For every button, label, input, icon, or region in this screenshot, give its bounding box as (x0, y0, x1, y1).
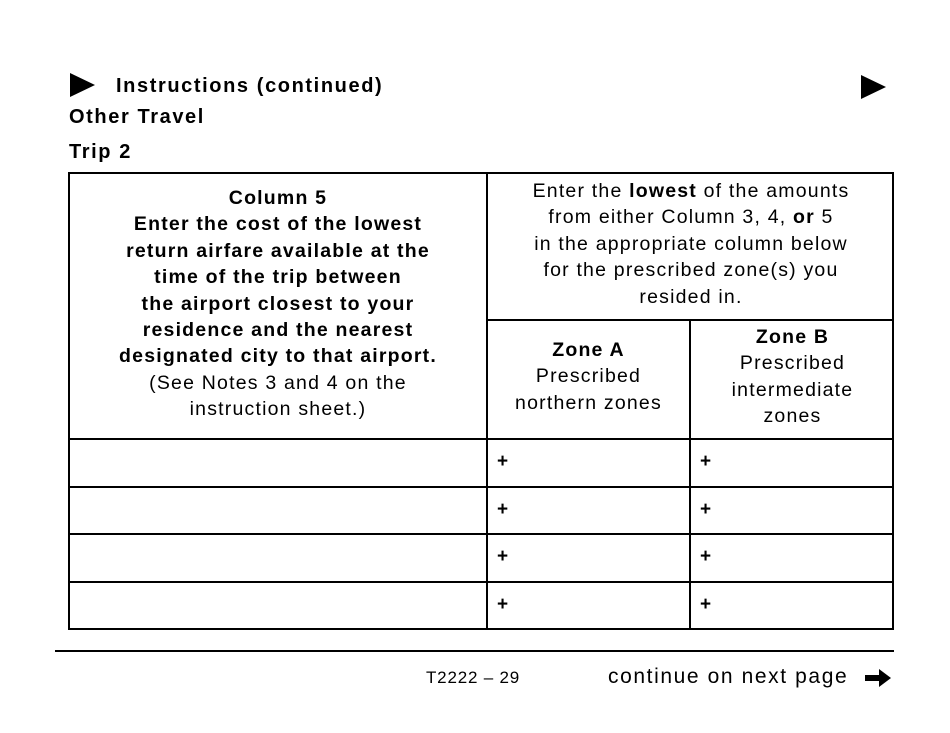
plus-sign: + (700, 498, 712, 520)
plus-sign: + (497, 498, 509, 520)
instruction-line: for the prescribed zone(s) you (543, 259, 839, 282)
triangle-right-icon (70, 73, 95, 97)
text: Enter the (532, 180, 630, 202)
table-row (70, 535, 892, 583)
column5-input[interactable] (70, 583, 488, 631)
table-row (70, 440, 892, 488)
zone-b-desc-line: intermediate (731, 378, 854, 401)
zone-b-header (691, 321, 894, 440)
plus-sign: + (497, 451, 509, 472)
zone-b-desc-line: Prescribed (739, 352, 846, 375)
zone-b-input[interactable] (691, 535, 894, 581)
column5-note-line: instruction sheet.) (189, 398, 367, 421)
section-title: Other Travel (69, 106, 205, 128)
column5-header (70, 174, 488, 440)
lowest-amount-instruction (488, 174, 894, 321)
column5-text-line: return airfare available at the (126, 239, 430, 262)
instruction-line (488, 204, 894, 230)
column5-text-line: time of the trip between (154, 266, 402, 289)
zone-b-input[interactable] (691, 583, 894, 631)
column5-text-line: designated city to that airport. (119, 345, 437, 368)
emphasis-text: or (793, 206, 815, 229)
column5-text-line: Enter the cost of the lowest (133, 213, 423, 236)
zone-a-desc-line: northern zones (515, 391, 662, 414)
trip-table (68, 172, 894, 630)
column5-note-line: (See Notes 3 and 4 on the (149, 371, 407, 394)
plus-sign: + (497, 546, 509, 567)
plus-sign: + (700, 546, 712, 567)
plus-sign: + (497, 593, 509, 615)
text: 5 (814, 206, 834, 229)
next-page-triangle-icon (861, 75, 886, 99)
table-row (70, 583, 892, 631)
instruction-line: in the appropriate column below (534, 232, 848, 255)
zone-a-title: Zone A (552, 339, 625, 361)
instruction-line (488, 178, 894, 204)
footer-divider (55, 650, 894, 652)
zone-b-input[interactable] (691, 440, 894, 486)
zone-a-input[interactable] (488, 535, 691, 581)
column5-input[interactable] (70, 535, 488, 581)
zone-a-input[interactable] (488, 488, 691, 534)
trip-title: Trip 2 (69, 141, 132, 163)
instruction-line: resided in. (639, 285, 743, 308)
column5-input[interactable] (70, 440, 488, 486)
table-row (70, 488, 892, 536)
column5-text-line: the airport closest to your (141, 292, 415, 315)
zone-b-input[interactable] (691, 488, 894, 534)
continue-text: continue on next page (608, 665, 849, 688)
zone-a-input[interactable] (488, 440, 691, 486)
column5-text-line: residence and the nearest (142, 319, 414, 342)
zone-a-desc-line: Prescribed (535, 365, 642, 388)
form-page-id: T2222 – 29 (426, 668, 521, 687)
column5-title: Column 5 (228, 187, 328, 209)
zone-a-header (488, 321, 691, 440)
text: from either Column 3, 4, (548, 206, 793, 229)
arrow-right-icon (864, 667, 892, 689)
plus-sign: + (700, 451, 712, 472)
text: of the amounts (697, 180, 850, 202)
zone-b-desc-line: zones (763, 405, 822, 428)
emphasis-text: lowest (629, 180, 698, 202)
column5-input[interactable] (70, 488, 488, 534)
zone-a-input[interactable] (488, 583, 691, 631)
instructions-heading: Instructions (continued) (116, 75, 384, 97)
zone-b-title: Zone B (755, 326, 830, 348)
plus-sign: + (700, 593, 712, 615)
